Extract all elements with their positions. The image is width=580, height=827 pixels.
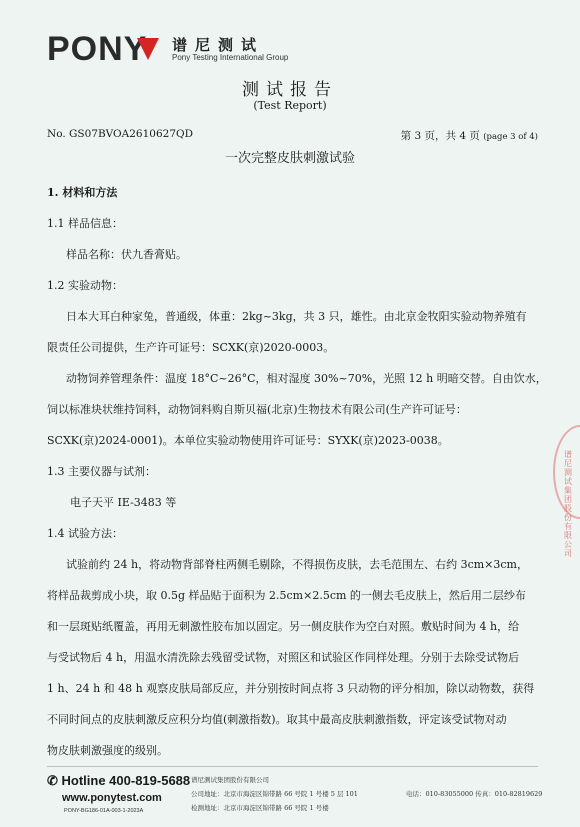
report-number: No. GS07BVOA2610627QD <box>47 128 194 140</box>
body-line: 样品名称：伏九香膏贴。 <box>66 248 187 261</box>
subsection-heading: 1.2 实验动物： <box>47 279 123 292</box>
footer-contact: 电话：010-83055000 传真：010-82819629 <box>406 790 543 798</box>
seal-text: 谱尼测试集团股份有限公司 <box>564 450 572 558</box>
body-line: 试验前约 24 h，将动物背部脊柱两侧毛剔除，不得损伤皮肤，去毛范围左、右约 3cm×3cm， <box>66 558 528 571</box>
page-cn: 第 3 页，共 4 页 <box>400 130 484 142</box>
footer-lab-address: 检测地址：北京市海淀区锦带路 66 号院 1 号楼 <box>191 804 329 812</box>
hotline-text: Hotline 400-819-5688 <box>61 773 191 788</box>
footer-website[interactable]: www.ponytest.com <box>62 792 162 804</box>
body-line: 将样品裁剪成小块，取 0.5g 样品贴于面积为 2.5cm×2.5cm 的一侧去毛皮肤上，然后用二层纱布 <box>47 589 526 602</box>
body-line: 和一层斑贴纸覆盖，再用无刺激性胶布加以固定。另一侧皮肤作为空白对照。敷贴时间为 4 h，给 <box>47 620 520 633</box>
subsection-heading: 1.3 主要仪器与试剂： <box>47 465 156 478</box>
logo-text: PONY <box>47 30 148 68</box>
body-line: SCXK(京)2024-0001)。本单位实验动物使用许可证号：SYXK(京)2023-0038。 <box>47 434 449 447</box>
body-line: 动物饲养管理条件：温度 18°C~26°C，相对湿度 30%~70%，光照 12 h 明暗交替。自由饮水， <box>66 372 547 385</box>
logo-subtitle: Pony Testing International Group <box>172 53 289 62</box>
footer-form-code: PONY-BG186-01A-003-1-2023A <box>64 808 144 814</box>
phone-icon: ✆ <box>47 773 62 788</box>
page-en: (page 3 of 4) <box>483 132 538 142</box>
body-line: 日本大耳白种家兔，普通级，体重：2kg~3kg，共 3 只，雄性。由北京金牧阳实验动物养殖有 <box>66 310 527 323</box>
subsection-heading: 1.4 试验方法： <box>47 527 123 540</box>
document-title: 一次完整皮肤刺激试验 <box>224 151 355 166</box>
body-line: 饲以标准块状维持饲料，动物饲料购自斯贝福(北京)生物技术有限公司(生产许可证号： <box>47 403 467 416</box>
footer-company-address: 公司地址：北京市海淀区锦带路 66 号院 1 号楼 5 层 101 <box>191 790 358 798</box>
page-indicator <box>401 128 538 143</box>
footer-hotline <box>47 773 190 789</box>
subsection-heading: 1.1 样品信息： <box>47 217 123 230</box>
body-line: 1 h、24 h 和 48 h 观察皮肤局部反应，并分别按时间点将 3 只动物的评分相加，除以动物数，获得 <box>47 682 535 695</box>
footer-company: 谱尼测试集团股份有限公司 <box>191 776 269 784</box>
body-line: 电子天平 IE-3483 等 <box>70 496 177 509</box>
body-line: 不同时间点的皮肤刺激反应积分均值(刺激指数)。取其中最高皮肤刺激指数，评定该受试物对动 <box>47 713 507 726</box>
body-line: 与受试物后 4 h，用温水清洗除去残留受试物，对照区和试验区作同样处理。分别于去除受试物后 <box>47 651 520 664</box>
body-line: 限责任公司提供，生产许可证号：SCXK(京)2020-0003。 <box>47 341 335 354</box>
section-heading: 1. 材料和方法 <box>47 186 118 199</box>
body-line: 物皮肤刺激强度的级别。 <box>47 744 168 757</box>
footer-divider <box>47 766 538 767</box>
logo-arrow-icon <box>137 38 159 60</box>
logo-chinese: 谱尼测试 <box>172 36 265 54</box>
report-title: 测试报告 <box>242 80 338 100</box>
report-subtitle: (Test Report) <box>253 99 327 112</box>
